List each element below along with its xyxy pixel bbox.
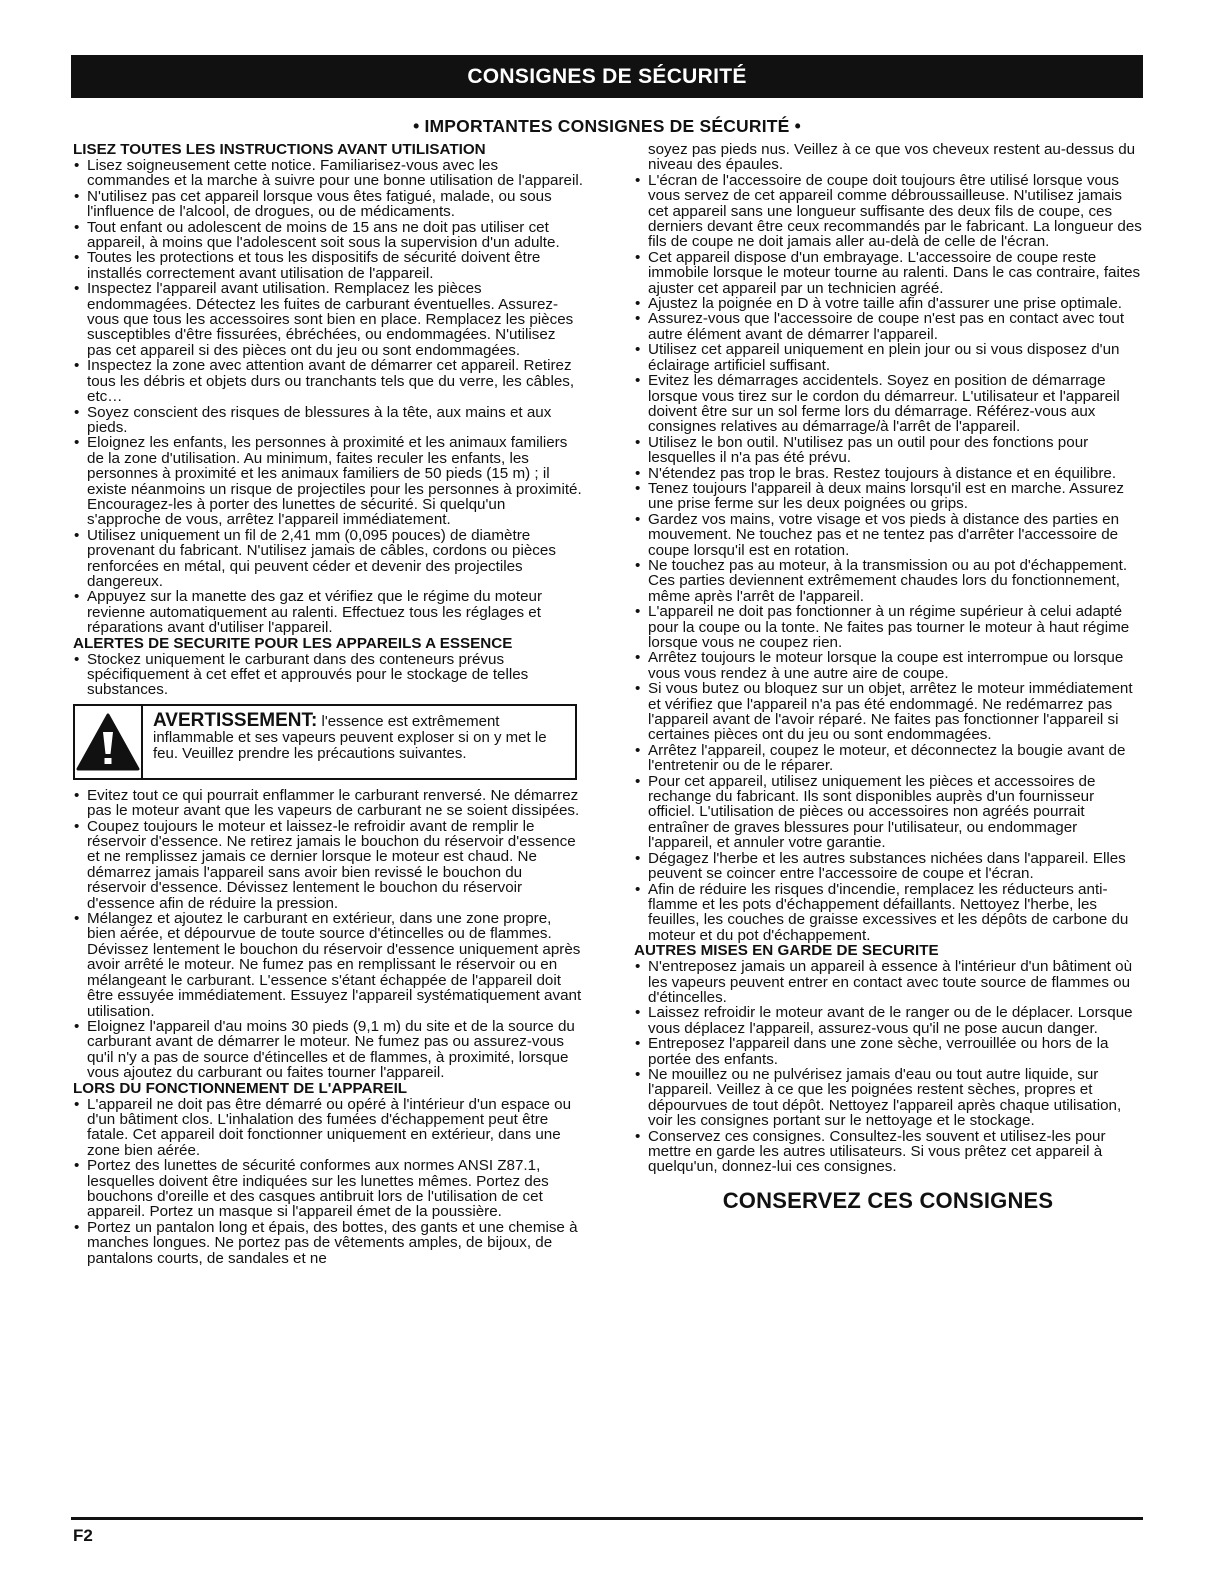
list-item: • Mélangez et ajoutez le carburant en extérieur, dans une zone propre, bien aérée, et dépourvue de toute source d'étincelles ou de flammes. Dévissez lentement le bouchon du réservoir d'essence uniquement après avoir arrêté le moteur. Ne fumez pas en remplissant le réservoir ou en mélangeant le carburant. L'essence s'étant échappée de l'appareil doit être essuyée immédiatement. Essuyez l'appareil systématiquement avant utilisation. <box>73 911 583 1019</box>
warning-box <box>73 704 577 780</box>
list-item: • Ne touchez pas au moteur, à la transmission ou au pot d'échappement. Ces parties deviennent extrêmement chaudes lors du fonctionnement, même après l'arrêt de l'appareil. <box>634 558 1142 604</box>
bullet-list <box>634 959 1142 1175</box>
section-heading: LORS DU FONCTIONNEMENT DE L'APPAREIL <box>73 1079 408 1097</box>
footer-rule <box>71 1517 1143 1520</box>
warning-title: AVERTISSEMENT: <box>153 709 318 731</box>
list-item: • Arrêtez l'appareil, coupez le moteur, et déconnectez la bougie avant de l'entretenir ou de le réparer. <box>634 743 1142 774</box>
list-item: • Utilisez le bon outil. N'utilisez pas un outil pour des fonctions pour lesquelles il n'a pas été prévu. <box>634 435 1142 466</box>
section-heading: AUTRES MISES EN GARDE DE SECURITE <box>634 942 939 960</box>
list-item: • Cet appareil dispose d'un embrayage. L'accessoire de coupe reste immobile lorsque le moteur tourne au ralenti. Dans le cas contraire, faites ajuster cet appareil par un technicien agréé. <box>634 250 1142 296</box>
list-item: • Inspectez l'appareil avant utilisation. Remplacez les pièces endommagées. Détectez les fuites de carburant éventuelles. Assurez-vous que tous les accessoires sont bien en place. Remplacez les pièces susceptibles d'être fissurées, ébréchées, ou endommagées. N'utilisez pas cet appareil si des pièces ont du jeu ou sont endommagées. <box>73 281 583 358</box>
bullet-list <box>73 158 583 636</box>
page-number: F2 <box>73 1526 93 1545</box>
list-item: • Stockez uniquement le carburant dans des conteneurs prévus spécifiquement à cet effet et approuvés pour le stockage de telles substances. <box>73 652 583 698</box>
warning-body: l'essence est extrêmement inflammable et ses vapeurs peuvent exploser si on y met le feu. Veuillez prendre les précautions suivantes. <box>153 712 547 762</box>
continuation-text: soyez pas pieds nus. Veillez à ce que vos cheveux restent au-dessus du niveau des épaules. <box>648 141 1136 174</box>
bullet-list <box>73 1097 583 1266</box>
list-item: • L'appareil ne doit pas être démarré ou opéré à l'intérieur d'un espace ou d'un bâtiment clos. L'inhalation des fumées d'échappement peut être fatale. Cet appareil doit fonctionner uniquement en extérieur, dans une zone bien aérée. <box>73 1097 583 1159</box>
section-heading: LISEZ TOUTES LES INSTRUCTIONS AVANT UTILISATION <box>73 141 486 158</box>
list-item: • Ajustez la poignée en D à votre taille afin d'assurer une prise optimale. <box>634 296 1142 311</box>
section-subtitle: • IMPORTANTES CONSIGNES DE SÉCURITÉ • <box>413 116 801 136</box>
list-item: • Gardez vos mains, votre visage et vos pieds à distance des parties en mouvement. Ne touchez pas et ne tentez pas d'arrêter l'accessoire de coupe lorsqu'il est en rotation. <box>634 512 1142 558</box>
list-item: • Ne mouillez ou ne pulvérisez jamais d'eau ou tout autre liquide, sur l'appareil. Veillez à ce que les poignées restent sèches, propres et dépourvues de tout dépôt. Nettoyez l'appareil après chaque utilisation, voir les consignes portant sur le nettoyage et le stockage. <box>634 1067 1142 1129</box>
page-banner <box>71 55 1143 98</box>
list-item: • Entreposez l'appareil dans une zone sèche, verrouillée ou hors de la portée des enfants. <box>634 1036 1142 1067</box>
list-item: • Coupez toujours le moteur et laissez-le refroidir avant de remplir le réservoir d'essence. Ne retirez jamais le bouchon du réservoir d'essence et ne remplissez jamais ce dernier lorsque le moteur est chaud. Ne démarrez jamais l'appareil sans avoir bien revissé le bouchon du réservoir d'essence. Dévissez lentement le bouchon du réservoir d'essence afin de réduire la pression. <box>73 819 583 911</box>
list-item: • Evitez tout ce qui pourrait enflammer le carburant renversé. Ne démarrez pas le moteur avant que les vapeurs de carburant ne se soient dissipées. <box>73 788 583 819</box>
right-column <box>634 141 1142 1213</box>
list-item: • Toutes les protections et tous les dispositifs de sécurité doivent être installés correctement avant utilisation de l'appareil. <box>73 250 583 281</box>
list-item: • Utilisez uniquement un fil de 2,41 mm (0,095 pouces) de diamètre provenant du fabricant. N'utilisez jamais de câbles, cordons ou pièces renforcées en métal, qui peuvent céder et devenir des projectiles dangereux. <box>73 528 583 590</box>
section-heading: ALERTES DE SECURITE POUR LES APPAREILS A ESSENCE <box>73 634 513 652</box>
bullet-list <box>73 652 583 698</box>
list-item: • Tout enfant ou adolescent de moins de 15 ans ne doit pas utiliser cet appareil, à moins que l'adolescent soit sous la supervision d'un adulte. <box>73 220 583 251</box>
list-item: • Pour cet appareil, utilisez uniquement les pièces et accessoires de rechange du fabricant. Ils sont disponibles auprès d'un fournisseur officiel. L'utilisation de pièces ou accessoires non agréés pourrait entraîner de graves blessures pour l'utilisateur, ou endommager l'appareil, et annuler votre garantie. <box>634 774 1142 851</box>
list-item: • Laissez refroidir le moteur avant de le ranger ou de le déplacer. Lorsque vous déplacez l'appareil, assurez-vous qu'il ne pose aucun danger. <box>634 1005 1142 1036</box>
list-item: • Inspectez la zone avec attention avant de démarrer cet appareil. Retirez tous les débris et objets durs ou tranchants tels que du verre, les câbles, etc… <box>73 358 583 404</box>
list-item: • Assurez-vous que l'accessoire de coupe n'est pas en contact avec tout autre élément avant de démarrer l'appareil. <box>634 311 1142 342</box>
list-item: • Afin de réduire les risques d'incendie, remplacez les réducteurs anti-flamme et les pots d'échappement défaillants. Nettoyez l'herbe, les feuilles, les couches de graisse excessives et les dépôts de carbone du moteur et du pot d'échappement. <box>634 882 1142 944</box>
list-item: • Appuyez sur la manette des gaz et vérifiez que le régime du moteur revienne automatiquement au ralenti. Effectuez tous les réglages et réparations avant d'utiliser l'appareil. <box>73 589 583 635</box>
banner-title: CONSIGNES DE SÉCURITÉ <box>467 64 747 88</box>
list-item: • Eloignez les enfants, les personnes à proximité et les animaux familiers de la zone d'utilisation. Au minimum, faites reculer les enfants, les personnes à proximité et les animaux familiers de 50 pieds (15 m) ; il existe néanmoins un risque de projectiles pour les personnes à proximité. Encouragez-les à porter des lunettes de sécurité. Si quelqu'un s'approche de vous, arrêtez l'appareil immédiatement. <box>73 435 583 527</box>
list-item: • Portez des lunettes de sécurité conformes aux normes ANSI Z87.1, lesquelles doivent être indiquées sur les lunettes mêmes. Portez des bouchons d'oreille et des casques antibruit lors de l'utilisation de cet appareil. Portez un masque si l'appareil émet de la poussière. <box>73 1158 583 1220</box>
list-item: • N'étendez pas trop le bras. Restez toujours à distance et en équilibre. <box>634 466 1142 481</box>
warning-triangle-icon <box>75 706 143 778</box>
bullet-list <box>634 173 1142 943</box>
list-item: • Lisez soigneusement cette notice. Familiarisez-vous avec les commandes et la marche à suivre pour une bonne utilisation de l'appareil. <box>73 158 583 189</box>
list-item: • Utilisez cet appareil uniquement en plein jour ou si vous disposez d'un éclairage artificiel suffisant. <box>634 342 1142 373</box>
list-item: • L'écran de l'accessoire de coupe doit toujours être utilisé lorsque vous vous servez de cet appareil comme débroussailleuse. N'utilisez jamais cet appareil sans une longueur suffisante des deux fils de coupe, ces derniers devant être ceux recommandés par le fabricant. La longueur des fils de coupe ne doit jamais aller au-delà de celle de l'écran. <box>634 173 1142 250</box>
list-item: • Eloignez l'appareil d'au moins 30 pieds (9,1 m) du site et de la source du carburant avant de démarrer le moteur. Ne fumez pas ou assurez-vous qu'il n'y a pas de source d'étincelles et de flammes, à proximité, lorsque vous ajoutez du carburant ou faites tourner l'appareil. <box>73 1019 583 1081</box>
warning-text <box>143 706 575 778</box>
list-item: • Tenez toujours l'appareil à deux mains lorsqu'il est en marche. Assurez une prise ferme sur les deux poignées ou grips. <box>634 481 1142 512</box>
list-item: • Evitez les démarrages accidentels. Soyez en position de démarrage lorsque vous tirez sur le cordon du démarreur. L'utilisateur et l'appareil doivent être sur un sol ferme lors du démarrage. Référez-vous aux consignes relatives au démarrage/à l'arrêt de l'appareil. <box>634 373 1142 435</box>
list-item: • Arrêtez toujours le moteur lorsque la coupe est interrompue ou lorsque vous vous rendez à une autre aire de coupe. <box>634 650 1142 681</box>
closing-heading: CONSERVEZ CES CONSIGNES <box>722 1187 1054 1213</box>
list-item: • N'entreposez jamais un appareil à essence à l'intérieur d'un bâtiment où les vapeurs peuvent entrer en contact avec toute source de flammes ou d'étincelles. <box>634 959 1142 1005</box>
list-item: • Dégagez l'herbe et les autres substances nichées dans l'appareil. Elles peuvent se coincer entre l'accessoire de coupe et l'écran. <box>634 851 1142 882</box>
list-item: • Portez un pantalon long et épais, des bottes, des gants et une chemise à manches longues. Ne portez pas de vêtements amples, de bijoux, de pantalons courts, de sandales et ne <box>73 1220 583 1266</box>
left-column <box>73 142 583 1266</box>
list-item: • Conservez ces consignes. Consultez-les souvent et utilisez-les pour mettre en garde les autres utilisateurs. Si vous prêtez cet appareil à quelqu'un, donnez-lui ces consignes. <box>634 1129 1142 1175</box>
list-item: • Soyez conscient des risques de blessures à la tête, aux mains et aux pieds. <box>73 405 583 436</box>
list-item: • L'appareil ne doit pas fonctionner à un régime supérieur à celui adapté pour la coupe ou la tonte. Ne faites pas tourner le moteur à haut régime lorsque vous ne coupez rien. <box>634 604 1142 650</box>
list-item: • N'utilisez pas cet appareil lorsque vous êtes fatigué, malade, ou sous l'influence de l'alcool, de drogues, ou de médicaments. <box>73 189 583 220</box>
bullet-list <box>73 788 583 1081</box>
list-item: • Si vous butez ou bloquez sur un objet, arrêtez le moteur immédiatement et vérifiez que l'appareil n'a pas été endommagé. Ne redémarrez pas l'appareil avant de l'avoir réparé. Ne faites pas fonctionner l'appareil si certaines pièces ont du jeu ou sont endommagées. <box>634 681 1142 743</box>
